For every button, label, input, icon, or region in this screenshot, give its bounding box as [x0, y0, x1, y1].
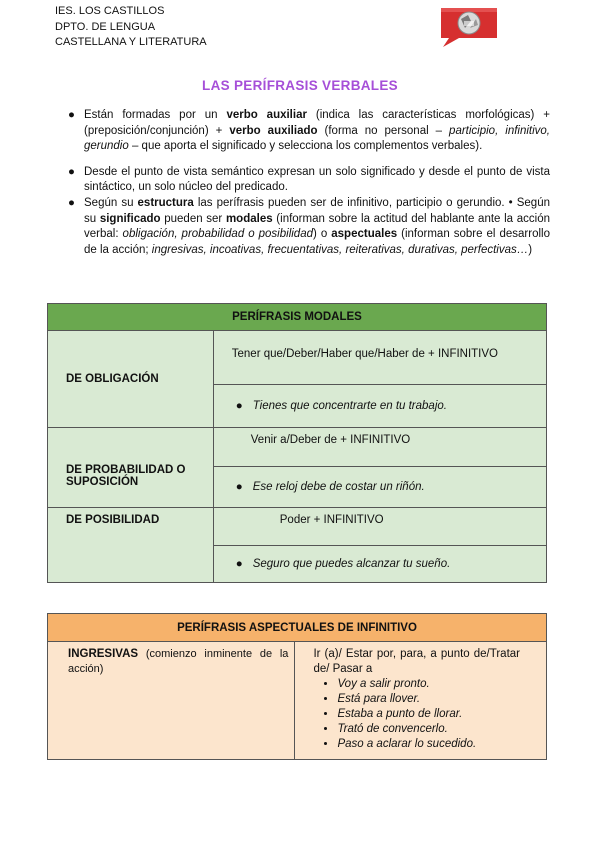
school-logo-icon [437, 6, 501, 48]
formula-text: Ir (a)/ Estar por, para, a punto de/Tratar de/ Pasar a [313, 648, 520, 675]
row-label-possibility: DE POSIBILIDAD [48, 508, 214, 583]
modal-periphrasis-table [47, 303, 547, 583]
bullet-structure [68, 108, 550, 155]
keyword: verbo auxiliar [226, 109, 307, 121]
formula-cell: Tener que/Deber/Haber que/Haber de + INFINITIVO [213, 331, 546, 385]
bullet-semantics [68, 165, 550, 196]
school-name: IES. LOS CASTILLOS [55, 5, 165, 17]
text: pueden ser [160, 212, 226, 225]
example-text: Tienes que concentrarte en tu trabajo. [252, 400, 447, 412]
text: – que aporta el significado y selecciona los complementos verbales). [128, 140, 483, 153]
label-bold: INGRESIVAS [68, 648, 139, 660]
subject-name: CASTELLANA Y LITERATURA [55, 36, 207, 48]
example-list [313, 677, 520, 752]
keyword: aspectuales [331, 228, 398, 241]
example-cell [213, 467, 546, 508]
table-header: PERÍFRASIS MODALES [48, 304, 547, 331]
list-item: • Paso a aclarar lo sucedido. [337, 737, 520, 752]
table-header: PERÍFRASIS ASPECTUALES DE INFINITIVO [48, 614, 547, 642]
text: (indica las características morfológicas) + (preposición/conjunción) + [84, 109, 550, 137]
italic-text: ingresivas, incoativas, frecuentativas, reiterativas, durativas, perfectivas… [151, 243, 529, 256]
text: Según su [84, 196, 138, 209]
text: Desde el punto de vista semántico expresan un solo significado y desde el punto de vista sintáctico, un solo núcleo del predicado. [84, 165, 550, 194]
bullet-icon: ● [68, 165, 75, 178]
row-label-obligation: DE OBLIGACIÓN [48, 331, 214, 428]
text: (informan sobre el desarrollo de la acción; [84, 228, 550, 256]
text: (informan sobre la actitud del hablante ante la acción verbal: [84, 212, 551, 241]
bullet-icon: ● [235, 481, 243, 493]
label-description: (comienzo inminente de la acción) [68, 648, 289, 675]
list-item: • Está para llover. [337, 692, 520, 707]
page-title: LAS PERÍFRASIS VERBALES [202, 78, 398, 93]
list-item: • Trató de convencerlo. [337, 722, 520, 737]
bullet-icon: ● [235, 400, 243, 412]
department-name: DPTO. DE LENGUA [55, 20, 156, 33]
italic-text: obligación, probabilidad o posibilidad [122, 228, 313, 241]
bullet-icon: ● [68, 109, 75, 121]
keyword: verbo auxiliado [229, 124, 318, 137]
keyword: significado [99, 212, 161, 225]
example-text: Ese reloj debe de costar un riñón. [252, 481, 425, 493]
list-item: • Voy a salir pronto. [337, 677, 520, 692]
text: las perífrasis pueden ser de infinitivo, participio o gerundio. • Según su [84, 196, 550, 225]
row-label-ingressive [48, 642, 295, 760]
italic-text: participio, infinitivo, gerundio [84, 124, 551, 153]
text: (forma no personal – [317, 124, 450, 137]
example-cell [213, 385, 546, 428]
keyword: estructura [137, 196, 194, 209]
bullet-classification [68, 196, 550, 258]
example-cell [213, 546, 546, 583]
aspectual-periphrasis-table [47, 613, 547, 760]
formula-cell: Poder + INFINITIVO [213, 508, 546, 546]
bullet-icon: ● [235, 558, 243, 570]
text: ) o [313, 228, 332, 241]
text: ) [528, 243, 533, 256]
keyword: modales [225, 212, 273, 225]
school-header [55, 4, 207, 51]
example-text: Seguro que puedes alcanzar tu sueño. [252, 558, 451, 570]
bullet-icon: ● [68, 196, 75, 209]
intro-section [68, 108, 550, 264]
ingressive-content [295, 642, 547, 760]
list-item: • Estaba a punto de llorar. [337, 707, 520, 722]
formula-cell: Venir a/Deber de + INFINITIVO [213, 428, 546, 467]
row-label-probability: DE PROBABILIDAD O SUPOSICIÓN [48, 428, 214, 508]
text: Están formadas por un [84, 109, 227, 121]
